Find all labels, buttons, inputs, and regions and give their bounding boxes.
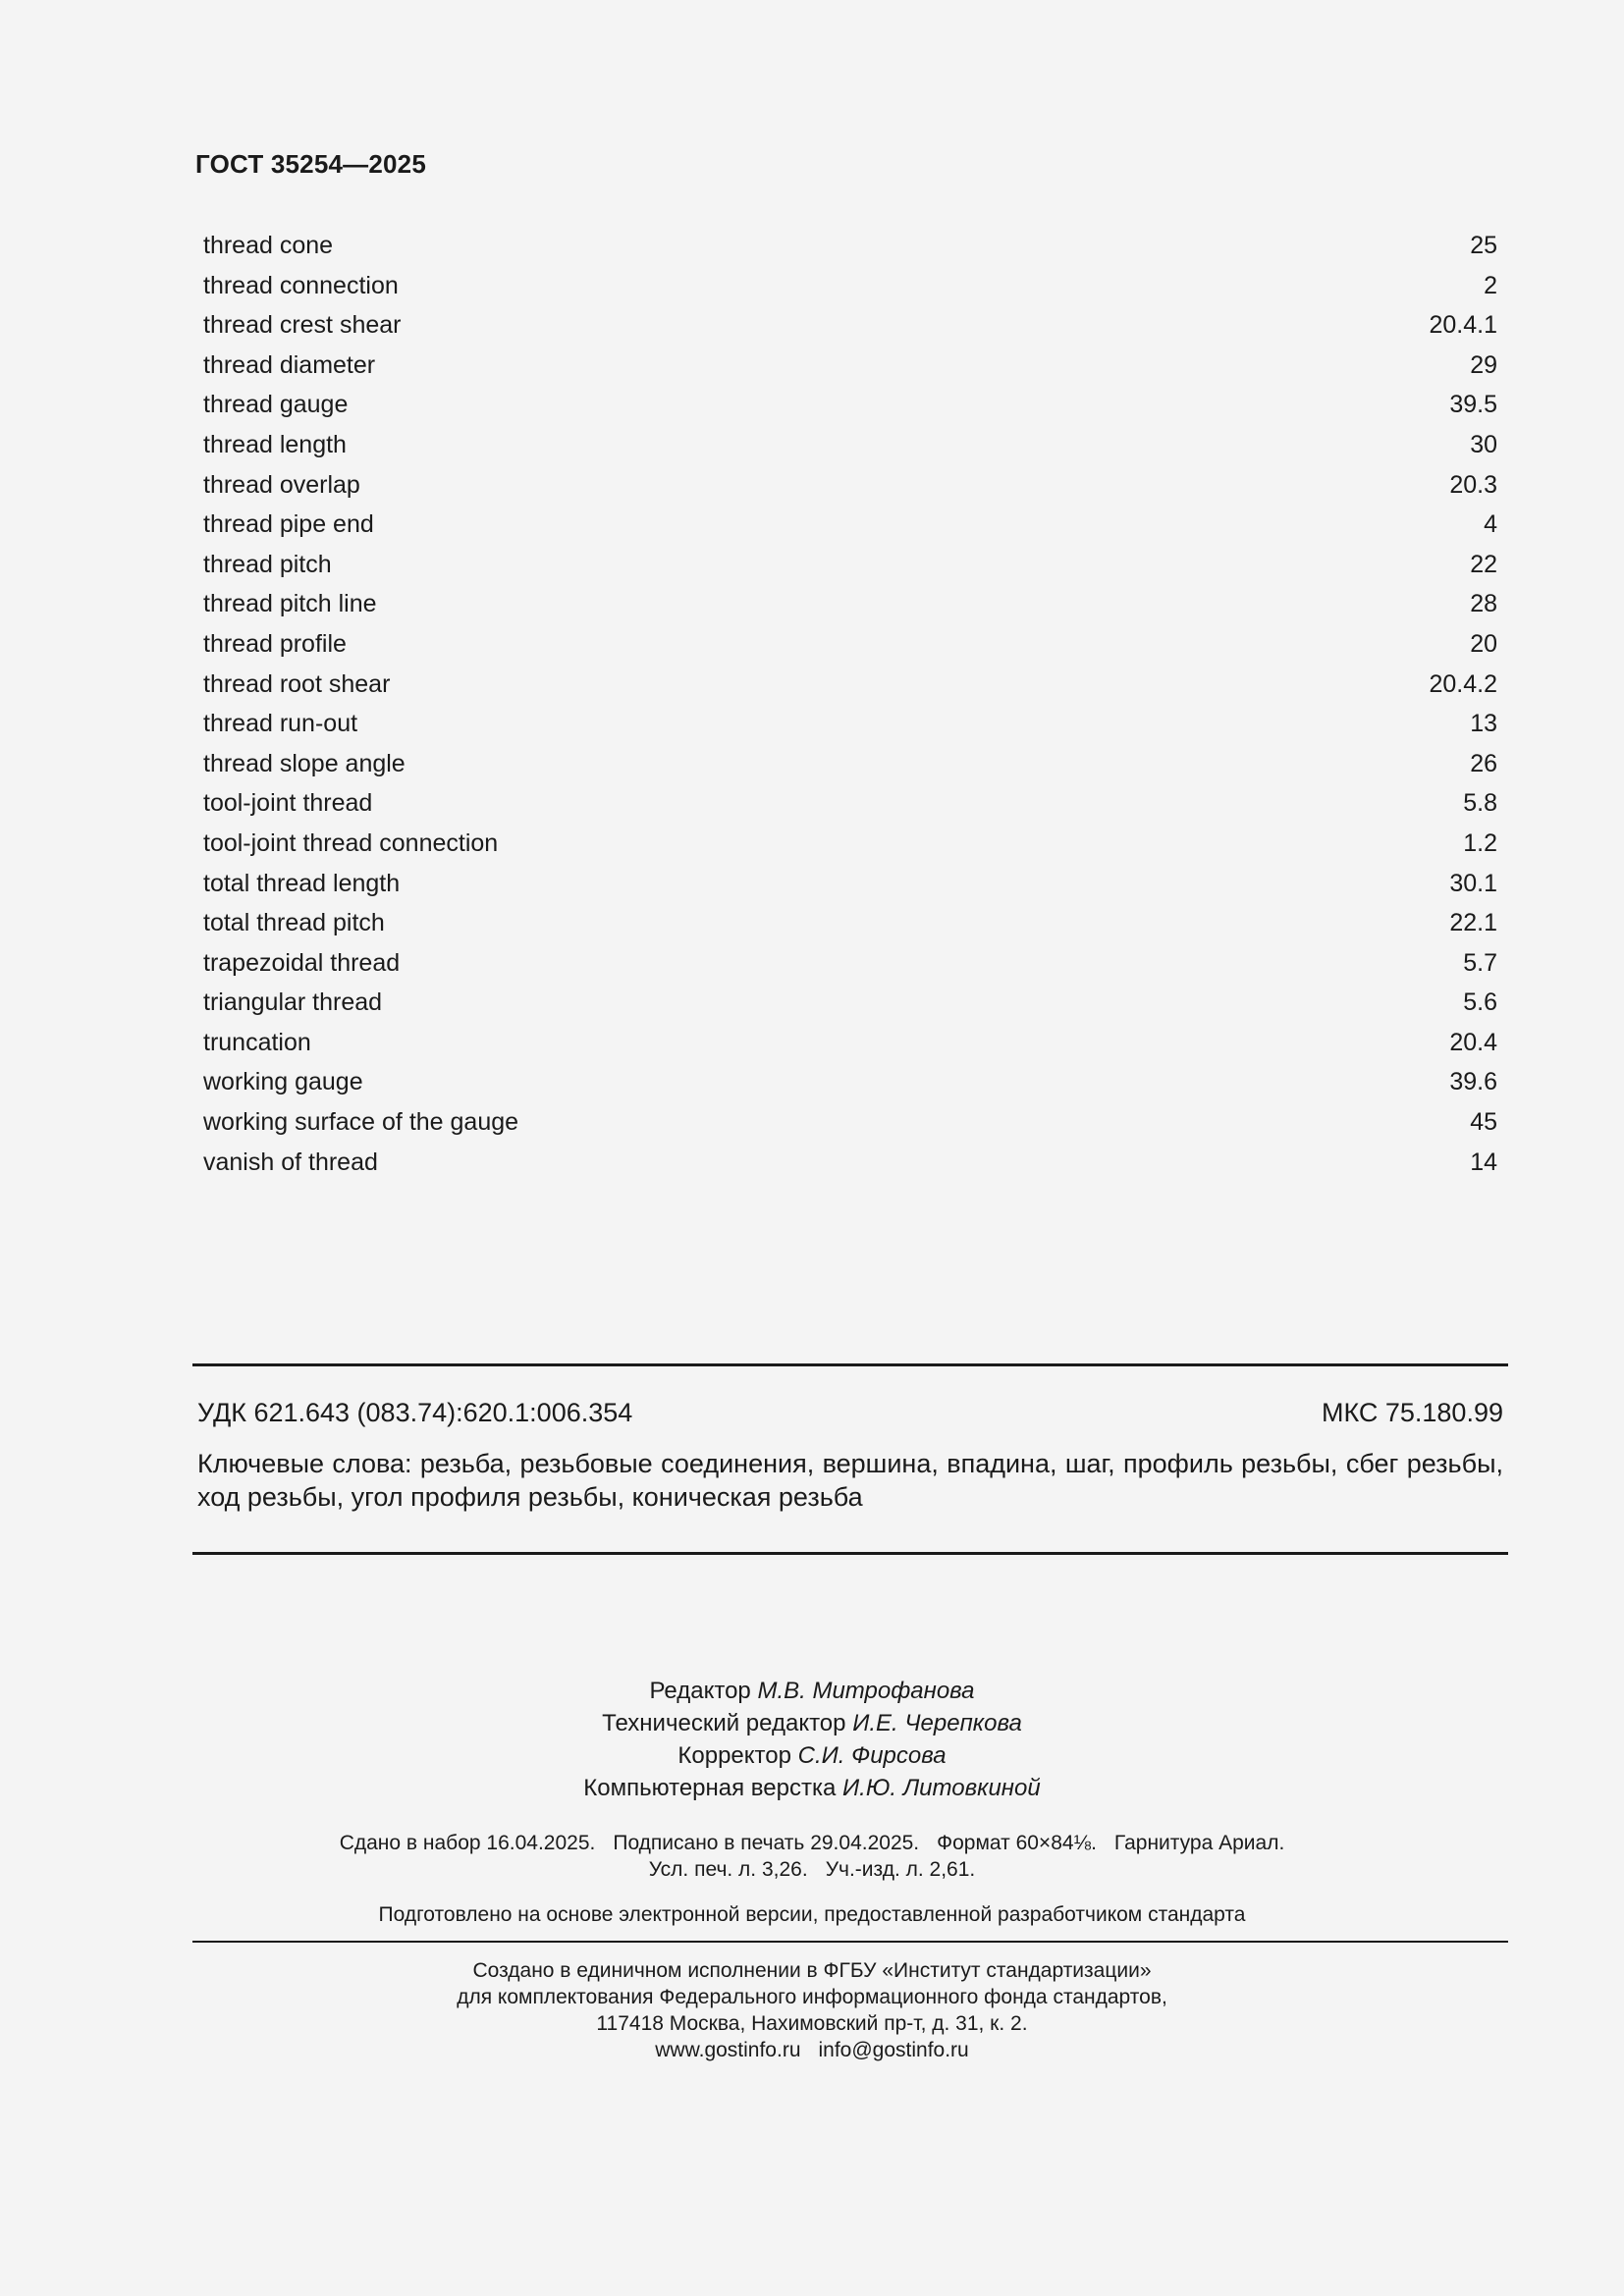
credit-role: Корректор — [677, 1742, 791, 1769]
print-info-line-2 — [0, 1856, 1624, 1883]
index-term: thread pitch — [203, 550, 332, 578]
index-term: truncation — [203, 1028, 311, 1056]
index-row — [203, 351, 1497, 392]
email-link[interactable]: info@gostinfo.ru — [818, 2039, 969, 2061]
typeset-date: Сдано в набор 16.04.2025. — [339, 1832, 596, 1854]
index-ref: 5.7 — [1463, 948, 1497, 977]
index-row — [203, 750, 1497, 790]
index-term: thread run-out — [203, 710, 358, 738]
typeface: Гарнитура Ариал. — [1113, 1832, 1285, 1854]
index-term: thread root shear — [203, 669, 391, 698]
print-info-line-1 — [0, 1830, 1624, 1856]
index-row — [203, 391, 1497, 431]
index-row — [203, 909, 1497, 949]
imprint-line: 117418 Москва, Нахимовский пр-т, д. 31, к. 2. — [596, 2012, 1028, 2035]
index-row — [203, 829, 1497, 870]
index-row — [203, 670, 1497, 711]
imprint-line: Создано в единичном исполнении в ФГБУ «Институт стандартизации» — [472, 1959, 1152, 1982]
index-row — [203, 471, 1497, 511]
index-term: thread profile — [203, 629, 347, 658]
paper-format: Формат 60×84⅛. — [937, 1832, 1097, 1854]
index-row — [203, 551, 1497, 591]
index-ref: 20 — [1470, 629, 1497, 658]
credit-line — [0, 1675, 1624, 1707]
section-divider-bottom — [192, 1552, 1508, 1555]
editorial-credits — [0, 1675, 1624, 1804]
credit-name: И.Ю. Литовкиной — [842, 1775, 1041, 1801]
print-sheets: Усл. печ. л. 3,26. — [648, 1858, 808, 1881]
index-ref: 14 — [1470, 1148, 1497, 1176]
index-row — [203, 590, 1497, 630]
index-row — [203, 949, 1497, 989]
index-row — [203, 1068, 1497, 1108]
imprint-contacts — [0, 2037, 1624, 2063]
index-term: triangular thread — [203, 988, 383, 1017]
print-info — [0, 1830, 1624, 1883]
udk-code: УДК 621.643 (083.74):620.1:006.354 — [197, 1398, 633, 1427]
index-ref: 20.4.2 — [1429, 669, 1497, 698]
index-ref: 20.4 — [1449, 1028, 1497, 1056]
index-term: tool-joint thread connection — [203, 828, 499, 857]
index-term: working gauge — [203, 1068, 363, 1096]
index-term: thread cone — [203, 232, 334, 259]
mks-code: МКС 75.180.99 — [1321, 1398, 1503, 1427]
index-row — [203, 1029, 1497, 1069]
index-ref: 30.1 — [1449, 869, 1497, 897]
index-row — [203, 988, 1497, 1029]
index-term: thread connection — [203, 271, 399, 299]
index-term: thread length — [203, 430, 347, 458]
index-ref: 22.1 — [1449, 909, 1497, 937]
index-row — [203, 272, 1497, 312]
index-ref: 22 — [1470, 550, 1497, 578]
index-row — [203, 510, 1497, 551]
index-term: thread pitch line — [203, 590, 377, 618]
index-row — [203, 431, 1497, 471]
index-term: thread gauge — [203, 391, 349, 419]
index-row — [203, 710, 1497, 750]
index-row — [203, 1148, 1497, 1189]
term-index — [203, 232, 1497, 1188]
imprint-line: для комплектования Федерального информационного фонда стандартов, — [457, 1986, 1167, 2008]
index-ref: 5.8 — [1463, 789, 1497, 818]
credit-line — [0, 1772, 1624, 1804]
imprint-divider — [192, 1941, 1508, 1943]
index-ref: 5.6 — [1463, 988, 1497, 1017]
index-ref: 30 — [1470, 430, 1497, 458]
keywords-paragraph: Ключевые слова: резьба, резьбовые соединения, вершина, впадина, шаг, профиль резьбы, сбег резьбы, ход резьбы, угол профиля резьбы, коническая резьба — [197, 1449, 1503, 1512]
index-term: thread pipe end — [203, 510, 374, 539]
index-row — [203, 870, 1497, 910]
index-ref: 2 — [1484, 271, 1497, 299]
credit-line — [0, 1707, 1624, 1739]
credit-line — [0, 1739, 1624, 1772]
document-header: ГОСТ 35254—2025 — [195, 149, 426, 179]
index-ref: 20.4.1 — [1429, 311, 1497, 340]
index-term: total thread length — [203, 869, 401, 897]
credit-role: Редактор — [649, 1678, 751, 1704]
index-ref: 39.6 — [1449, 1068, 1497, 1096]
index-ref: 28 — [1470, 590, 1497, 618]
index-term: thread slope angle — [203, 749, 406, 777]
credit-name: С.И. Фирсова — [797, 1742, 947, 1769]
index-ref: 13 — [1470, 710, 1497, 738]
index-term: thread crest shear — [203, 311, 402, 340]
index-term: tool-joint thread — [203, 789, 373, 818]
index-ref: 1.2 — [1463, 828, 1497, 857]
index-ref: 26 — [1470, 749, 1497, 777]
publication-sheets: Уч.-изд. л. 2,61. — [825, 1858, 976, 1881]
prepared-note: Подготовлено на основе электронной версии, предоставленной разработчиком стандарта — [378, 1903, 1246, 1926]
website-link[interactable]: www.gostinfo.ru — [655, 2039, 801, 2061]
index-ref: 20.3 — [1449, 470, 1497, 499]
credit-name: И.Е. Черепкова — [852, 1710, 1022, 1736]
credit-role: Компьютерная верстка — [583, 1775, 837, 1801]
index-term: thread overlap — [203, 470, 360, 499]
index-term: total thread pitch — [203, 909, 385, 937]
index-term: trapezoidal thread — [203, 948, 401, 977]
index-ref: 25 — [1470, 232, 1497, 259]
index-row — [203, 311, 1497, 351]
classification-line — [197, 1398, 1503, 1428]
index-term: thread diameter — [203, 350, 376, 379]
index-ref: 4 — [1484, 510, 1497, 539]
signed-date: Подписано в печать 29.04.2025. — [613, 1832, 920, 1854]
index-ref: 29 — [1470, 350, 1497, 379]
index-ref: 39.5 — [1449, 391, 1497, 419]
index-row — [203, 232, 1497, 272]
index-term: vanish of thread — [203, 1148, 378, 1176]
index-row — [203, 630, 1497, 670]
section-divider-top — [192, 1363, 1508, 1366]
imprint — [0, 1957, 1624, 2063]
credit-name: М.В. Митрофанова — [757, 1678, 975, 1704]
credit-role: Технический редактор — [602, 1710, 846, 1736]
index-term: working surface of the gauge — [203, 1108, 519, 1137]
index-row — [203, 1108, 1497, 1148]
index-row — [203, 789, 1497, 829]
index-ref: 45 — [1470, 1108, 1497, 1137]
